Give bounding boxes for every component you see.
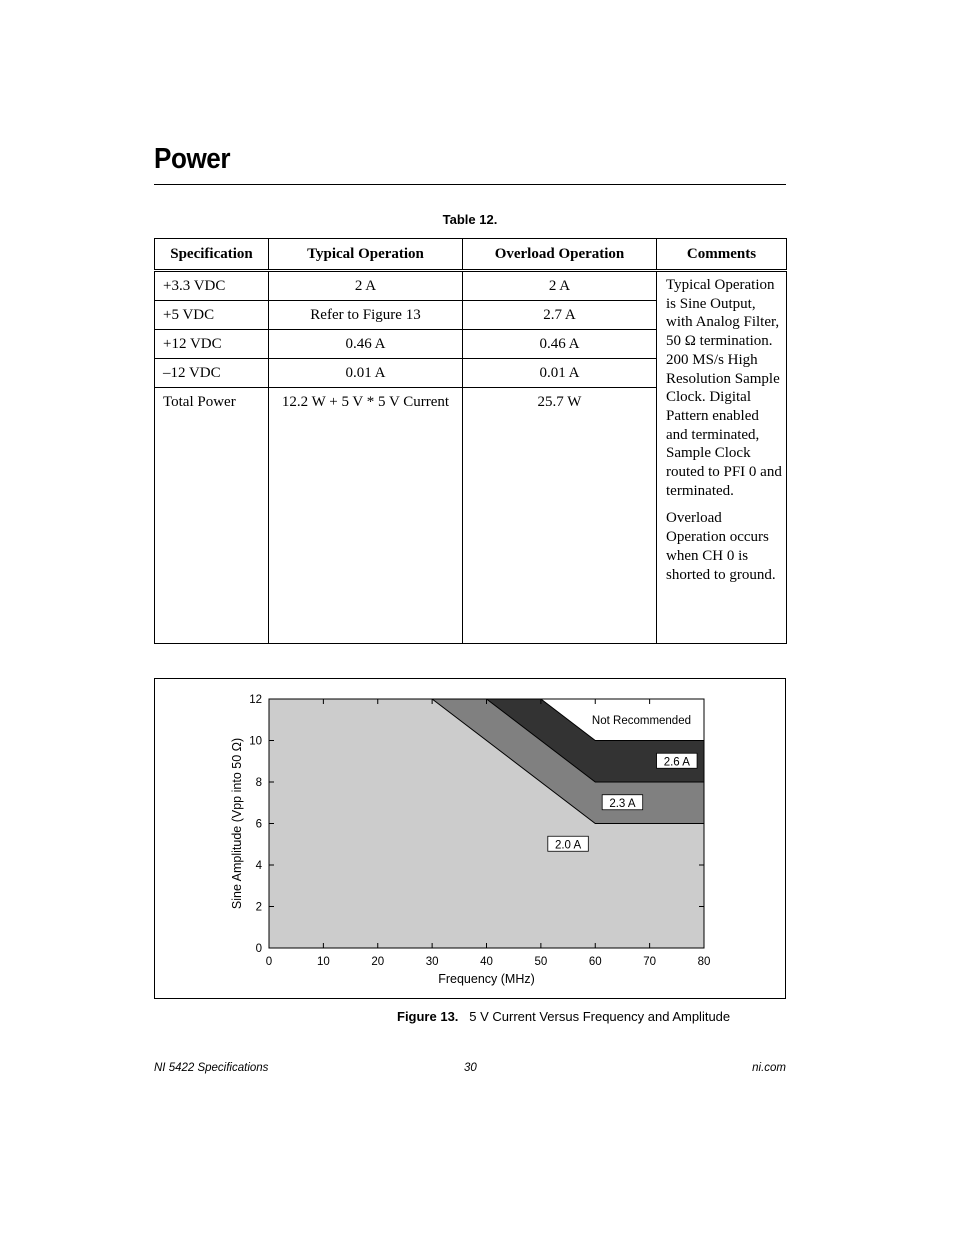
y-tick-label: 6: [255, 818, 262, 831]
cell-overload: 2 A: [463, 271, 657, 301]
label-2-3-a: 2.3 A: [609, 797, 636, 810]
heading-rule: [154, 184, 786, 185]
table-row: [155, 271, 787, 301]
cell-comments: [657, 271, 787, 644]
y-tick-label: 4: [255, 860, 262, 872]
figure-caption-text: 5 V Current Versus Frequency and Amplitude: [469, 1009, 731, 1024]
comment-typical: Typical Operation is Sine Output, with Analog Filter, 50 Ω termination. 200 MS/s High Resolution Sample Clock. Digital Pattern enabled and terminated, Sample Clock routed to PFI 0 and terminated.: [666, 277, 782, 499]
x-tick-label: 10: [316, 956, 330, 968]
cell-typical: 0.01 A: [269, 359, 463, 388]
x-tick-label: 60: [588, 956, 602, 968]
label-not-recommended: Not Recommended: [591, 714, 692, 727]
cell-specification: –12 VDC: [155, 359, 269, 388]
cell-typical: Refer to Figure 13: [269, 301, 463, 330]
x-tick-label: 80: [697, 956, 711, 968]
page-heading: Power: [154, 143, 231, 175]
power-spec-table: [154, 238, 787, 644]
table-header-row: [155, 239, 787, 271]
cell-typical: 12.2 W + 5 V * 5 V Current: [269, 388, 463, 644]
footer-website: ni.com: [752, 1062, 786, 1074]
header-typical-operation: Typical Operation: [269, 239, 463, 271]
header-comments: Comments: [657, 239, 787, 271]
x-tick-label: 0: [265, 956, 273, 968]
cell-overload: 0.01 A: [463, 359, 657, 388]
table-caption: Table 12.: [442, 212, 498, 227]
y-axis-label: Sine Amplitude (Vpp into 50 Ω): [230, 737, 244, 910]
y-tick-label: 12: [249, 694, 262, 706]
y-tick-label: 2: [255, 901, 262, 914]
header-specification: Specification: [155, 239, 269, 271]
x-tick-label: 70: [643, 956, 657, 968]
x-axis-label: Frequency (MHz): [438, 972, 535, 986]
x-tick-label: 50: [534, 956, 548, 968]
y-tick-label: 0: [255, 943, 262, 955]
cell-typical: 0.46 A: [269, 330, 463, 359]
footer-document-title: NI 5422 Specifications: [154, 1062, 269, 1074]
figure-frame: [154, 678, 786, 999]
comment-overload: Overload Operation occurs when CH 0 is shorted to ground.: [666, 510, 776, 583]
cell-overload: 2.7 A: [463, 301, 657, 330]
figure-caption-label: Figure 13.: [397, 1009, 459, 1024]
label-2-0-a: 2.0 A: [554, 839, 582, 852]
cell-overload: 25.7 W: [463, 388, 657, 644]
x-tick-label: 40: [480, 956, 493, 968]
x-tick-label: 30: [425, 956, 439, 968]
current-area-chart: [155, 679, 785, 998]
label-2-6-a: 2.6 A: [663, 756, 690, 769]
cell-specification: +12 VDC: [155, 330, 269, 359]
cell-overload: 0.46 A: [463, 330, 657, 359]
y-tick-label: 10: [249, 735, 262, 748]
header-overload-operation: Overload Operation: [463, 239, 657, 271]
cell-typical: 2 A: [269, 271, 463, 301]
y-tick-label: 8: [255, 777, 262, 789]
x-tick-label: 20: [371, 956, 385, 968]
cell-specification: +3.3 VDC: [155, 271, 269, 301]
cell-specification: Total Power: [155, 388, 269, 644]
cell-specification: +5 VDC: [155, 301, 269, 330]
footer-page-number: 30: [464, 1062, 477, 1074]
